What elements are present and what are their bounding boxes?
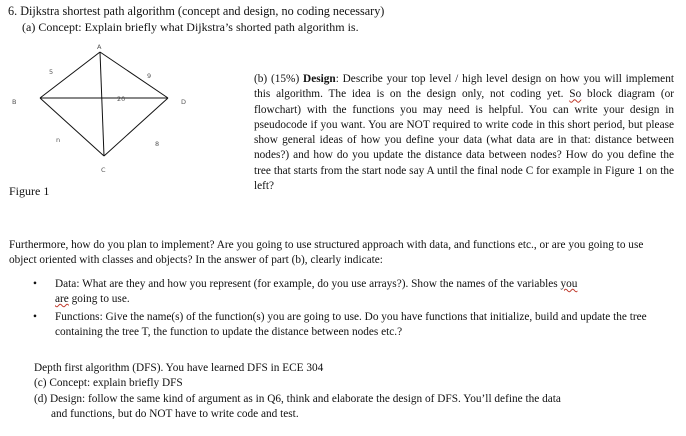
question-title: 6. Dijkstra shortest path algorithm (concept and design, no coding necessary) [8,4,385,18]
dfs-section [34,361,664,422]
node-d-label: D [181,98,187,106]
dfs-part-d-line2: and functions, but do NOT have to write code and test. [51,407,299,420]
dfs-part-d-line1: : follow the same kind of argument as in Q6, think and elaborate the design of DFS. You’ll define the data [82,392,561,405]
part-a-question: (a) Concept: Explain briefly what Dijkstra’s shorted path algorithm is. [22,20,359,34]
part-b-question [254,72,674,194]
spellcheck-word-are: are [55,293,69,305]
weight-a-d: 9 [147,72,152,80]
spellcheck-word-so: So [569,88,582,101]
furthermore-paragraph: Furthermore, how do you plan to implement? Are you going to use structured approach with data, and functions etc., or are you going to use object oriented with classes and objects? In the answer of part (b), clearly indicate: [9,239,644,266]
node-b-label: B [12,98,17,106]
edge-a-c [100,52,104,156]
part-b-text: : Describe your top level / high level design on how you will implement this algorithm. The idea is on the design only, not coding yet. [254,73,674,101]
figure-caption: Figure 1 [9,184,50,198]
part-b-heading: Design [303,73,336,85]
bullet-data-main: Data: What are they and how you represent (for example, do you use arrays?). Show the names of the variables [55,278,561,290]
spellcheck-word-you: you [560,278,578,290]
bullet-data-end: going to use. [68,293,130,305]
weight-d-c: 8 [155,140,160,148]
node-a-label: A [97,43,102,51]
weight-b-d: 20 [117,95,126,103]
bullet-functions [33,310,663,340]
bullet-data-text [33,277,663,307]
dfs-part-d [34,392,664,407]
weight-b-c: n [56,136,61,144]
dfs-part-d-design: Design [50,392,83,405]
bullet-functions-text: Functions: Give the name(s) of the function(s) you are going to use. Do you have functions that initialize, build and update the tree containing the tree T, the function to update the distance between nodes etc.? [55,311,647,338]
part-b-prefix: (b) (15%) [254,73,304,85]
edge-b-c [40,98,104,156]
edge-a-d [100,52,168,98]
dfs-part-d-label: (d) [34,392,50,405]
bullet-dot: • [33,278,37,290]
weight-a-b: 5 [49,68,54,76]
dfs-heading: Depth first algorithm (DFS). You have learned DFS in ECE 304 [34,362,324,374]
bullet-dot: • [33,311,37,323]
dfs-part-c: (c) Concept: explain briefly DFS [34,377,183,390]
part-b-text-2: block diagram (or flowchart) with the functions you may need is helpful. You can write your design in pseudocode if you want. You are NOT required to write code in this short period, but please show general ideas of how you define your data (what data are in that: distance between nodes?) and how do you update the distance data between nodes? How do you define the tree that starts from the start node say A until the final node C for example in Figure 1 on the left? [254,88,674,193]
bullet-data [33,277,663,307]
node-c-label: C [101,166,106,174]
graph-figure [0,38,240,178]
